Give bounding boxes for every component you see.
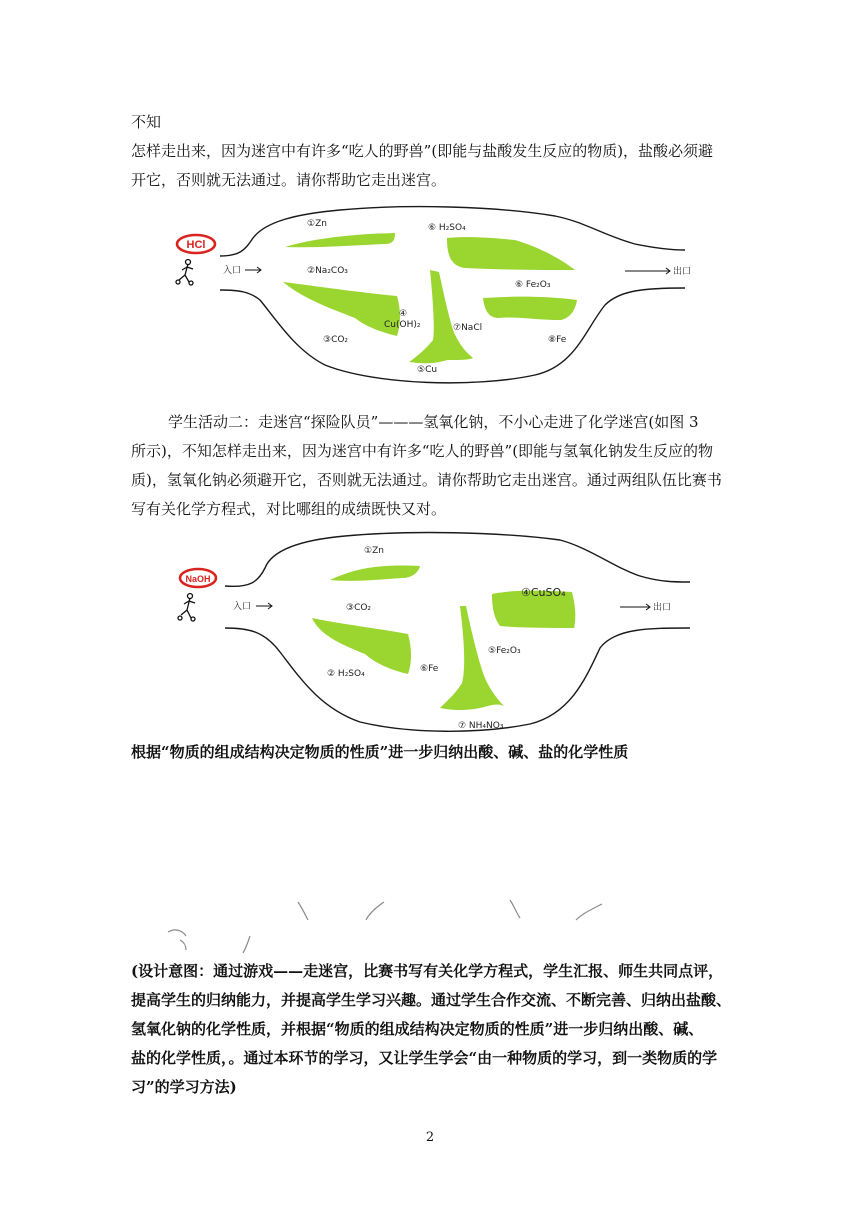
maze1-agent-label: HCl — [186, 239, 206, 251]
maze2-entrance-label: 入口 — [233, 602, 252, 612]
intro-line-1: 不知 — [131, 113, 162, 131]
design-line-4: 盐的化学性质，。通过本环节的学习，又让学生学会“由一种物质的学习，到一类物质的学 — [131, 1049, 718, 1067]
maze1-label-zn: ①Zn — [307, 219, 327, 229]
maze2-top-wall — [225, 533, 690, 587]
maze1-blob-zn — [285, 233, 395, 247]
activity2-line-2: 所示)，不知怎样走出来，因为迷宫中有许多“吃人的野兽”(即能与氢氧化钠发生反应的物 — [131, 442, 714, 460]
activity2-line-3: 质)，氢氧化钠必须避开它，否则就无法通过。请你帮助它走出迷宫。通过两组队伍比赛书 — [131, 471, 722, 489]
maze1-label-fe: ⑧Fe — [548, 335, 567, 345]
maze1-label-cu: ⑤Cu — [417, 365, 438, 375]
maze1-exit-label: 出口 — [673, 267, 692, 277]
activity2-line-1: 学生活动二：走迷宫“探险队员”———氢氧化钠，不小心走进了化学迷宫(如图 3 — [168, 413, 699, 431]
maze1-label-co2: ③CO₂ — [323, 335, 349, 345]
maze1-exit-arrow-icon — [625, 268, 670, 274]
maze2-bottom-wall — [225, 628, 690, 731]
maze1-blob-na2co3 — [283, 282, 400, 336]
maze2-label-nh4no3: ⑦ NH₄NO₃ — [458, 721, 504, 731]
maze2-entrance-arrow-icon — [256, 603, 272, 609]
maze1-label-cuoh2: Cu(OH)₂ — [384, 320, 421, 330]
page-number: 2 — [425, 1130, 435, 1145]
maze1-entrance-label: 入口 — [223, 266, 242, 276]
maze2-stick-figure-icon — [178, 594, 195, 622]
maze1-blob-cuoh2 — [409, 270, 473, 363]
maze2-blob-fe — [440, 606, 504, 710]
maze1-label-h2so4: ⑥ H₂SO₄ — [428, 223, 466, 233]
maze1-stick-figure-icon — [176, 260, 193, 286]
intro-line-2: 怎样走出来，因为迷宫中有许多“吃人的野兽”(即能与盐酸发生反应的物质)，盐酸必须避 — [131, 142, 714, 160]
maze1-entrance-arrow-icon — [245, 267, 261, 273]
maze2-label-zn: ①Zn — [364, 546, 384, 556]
maze2-label-fe2o3: ⑤Fe₂O₃ — [488, 646, 521, 656]
hand-drawn-strokes — [150, 890, 630, 964]
design-line-1: (设计意图：通过游戏——走迷宫，比赛书写有关化学方程式，学生汇报、师生共同点评， — [131, 962, 724, 980]
intro-line-3: 开它，否则就无法通过。请你帮助它走出迷宫。 — [131, 171, 447, 189]
conclusion-heading: 根据“物质的组成结构决定物质的性质”进一步归纳出酸、碱、盐的化学性质 — [131, 743, 629, 761]
maze1-label-nacl: ⑦NaCl — [453, 323, 483, 333]
maze2-label-cuso4: ④CuSO₄ — [521, 586, 566, 599]
maze2-label-co2: ③CO₂ — [346, 603, 372, 613]
maze1-blob-fe2o3 — [483, 297, 577, 320]
maze2-agent-label: NaOH — [185, 574, 211, 584]
maze1-label-fe2o3: ⑥ Fe₂O₃ — [515, 280, 551, 290]
maze-naoh-diagram — [170, 528, 710, 738]
design-line-3: 氢氧化钠的化学性质，并根据“物质的组成结构决定物质的性质”进一步归纳出酸、碱、 — [131, 1020, 704, 1038]
maze2-exit-arrow-icon — [620, 604, 650, 610]
maze2-label-h2so4: ② H₂SO₄ — [327, 669, 365, 679]
maze2-exit-label: 出口 — [653, 603, 672, 613]
maze1-blob-h2so4 — [447, 237, 575, 270]
maze2-label-fe: ⑥Fe — [420, 664, 439, 674]
design-line-2: 提高学生的归纳能力，并提高学生学习兴趣。通过学生合作交流、不断完善、归纳出盐酸、 — [131, 991, 732, 1009]
maze2-blob-zn — [330, 566, 420, 581]
maze-hcl-diagram — [165, 200, 705, 390]
activity2-line-4: 写有关化学方程式，对比哪组的成绩既快又对。 — [131, 500, 447, 518]
design-line-5: 习”的学习方法) — [131, 1078, 237, 1096]
maze1-label-na2co3: ②Na₂CO₃ — [307, 266, 348, 276]
maze2-blob-co2 — [312, 618, 411, 674]
maze1-label-cuoh2-num: ④ — [399, 309, 408, 319]
